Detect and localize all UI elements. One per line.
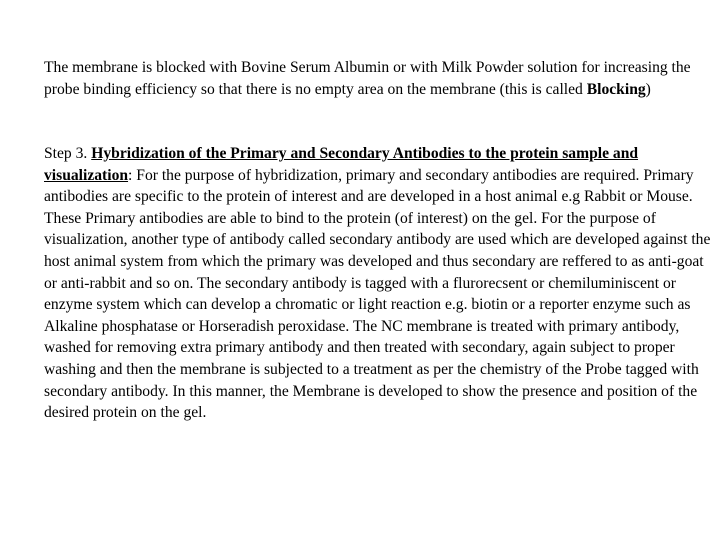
blocking-paragraph-text: The membrane is blocked with Bovine Serum Albumin or with Milk Powder solution for increasing the probe binding efficiency so that there is no empty area on the membrane (this is called — [44, 59, 691, 98]
step-prefix: Step 3. — [44, 145, 92, 162]
step-3-paragraph — [44, 143, 716, 424]
blocking-term: Blocking — [586, 80, 646, 98]
blocking-paragraph-close: ) — [645, 80, 651, 98]
step-3-body: : For the purpose of hybridization, primary and secondary antibodies are required. Primary antibodies are specific to the protein of interest and are developed in a host animal e.g Rabbit or Mouse. These Primary antibodies are able to bind to the protein (of interest) on the gel. For the purpose of visualization, another type of antibody called secondary antibody are used which are developed against the host animal system from which the primary was developed and thus secondary are reffered to as anti-goat or anti-rabbit and so on. The secondary antibody is tagged with a flurorecsent or chemiluminiscent or enzyme system which can develop a chromatic or light reaction e.g. biotin or a reporter enzyme such as Alkaline phosphatase or Horseradish peroxidase. The NC membrane is treated with primary antibody, washed for removing extra primary antibody and then treated with secondary, again subject to proper washing and then the membrane is subjected to a treatment as per the chemistry of the Probe tagged with secondary antibody. In this manner, the Membrane is developed to show the presence and position of the desired protein on the gel. — [44, 166, 711, 422]
blocking-paragraph — [44, 57, 716, 100]
step-3-heading: Hybridization of the Primary and Secondary Antibodies to the protein sample and visualization — [44, 145, 639, 184]
